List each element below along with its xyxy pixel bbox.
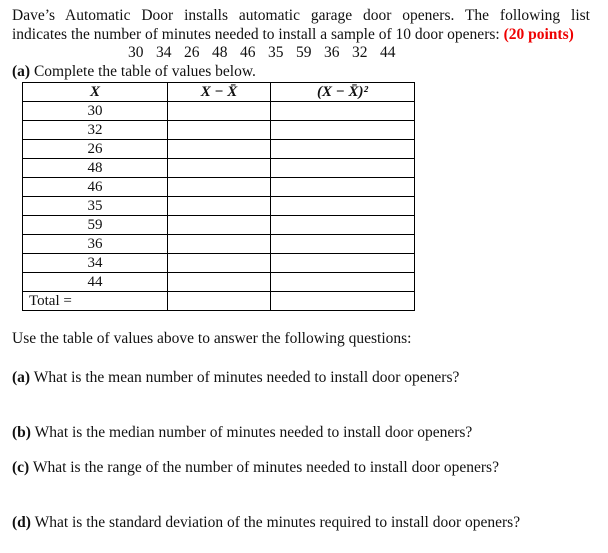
value: 36 — [324, 44, 340, 61]
deviation-total-cell[interactable] — [168, 292, 271, 311]
part-a-heading: (a) Complete the table of values below. — [12, 63, 256, 80]
x-cell: 44 — [23, 273, 168, 292]
squared-deviation-cell[interactable] — [271, 197, 415, 216]
value: 32 — [352, 44, 368, 61]
table-row — [23, 159, 415, 178]
squared-deviation-cell[interactable] — [271, 178, 415, 197]
data-values — [128, 44, 408, 62]
x-cell: 34 — [23, 254, 168, 273]
value: 59 — [296, 44, 312, 61]
question-a: (a) What is the mean number of minutes needed to install door openers? — [12, 369, 460, 386]
table-row — [23, 102, 415, 121]
squared-deviation-total-cell[interactable] — [271, 292, 415, 311]
deviation-cell[interactable] — [168, 197, 271, 216]
total-row — [23, 292, 415, 311]
table-row — [23, 235, 415, 254]
deviation-cell[interactable] — [168, 159, 271, 178]
table-row — [23, 197, 415, 216]
deviation-cell[interactable] — [168, 121, 271, 140]
deviation-cell[interactable] — [168, 102, 271, 121]
deviation-cell[interactable] — [168, 273, 271, 292]
value: 26 — [184, 44, 200, 61]
question-b: (b) What is the median number of minutes needed to install door openers? — [12, 424, 473, 441]
squared-deviation-cell[interactable] — [271, 235, 415, 254]
squared-deviation-cell[interactable] — [271, 102, 415, 121]
deviation-cell[interactable] — [168, 140, 271, 159]
squared-deviation-cell[interactable] — [271, 273, 415, 292]
x-cell: 30 — [23, 102, 168, 121]
value: 30 — [128, 44, 144, 61]
total-label: Total = — [23, 292, 168, 311]
squared-deviation-cell[interactable] — [271, 254, 415, 273]
table-row — [23, 254, 415, 273]
table-row — [23, 178, 415, 197]
x-cell: 35 — [23, 197, 168, 216]
intro-line-1: Dave’s Automatic Door installs automatic garage door openers. The following list — [12, 7, 590, 24]
instructions: Use the table of values above to answer the following questions: — [12, 330, 412, 347]
values-table — [22, 82, 415, 311]
table-row — [23, 121, 415, 140]
value: 34 — [156, 44, 172, 61]
deviation-cell[interactable] — [168, 254, 271, 273]
deviation-cell[interactable] — [168, 235, 271, 254]
deviation-cell[interactable] — [168, 178, 271, 197]
x-cell: 46 — [23, 178, 168, 197]
squared-deviation-cell[interactable] — [271, 140, 415, 159]
intro-text: indicates the number of minutes needed to install a sample of 10 door openers: — [12, 26, 500, 43]
question-d: (d) What is the standard deviation of the minutes required to install door openers? — [12, 514, 521, 531]
x-cell: 36 — [23, 235, 168, 254]
value: 48 — [212, 44, 228, 61]
x-cell: 26 — [23, 140, 168, 159]
table-row — [23, 216, 415, 235]
value: 35 — [268, 44, 284, 61]
value: 46 — [240, 44, 256, 61]
x-cell: 32 — [23, 121, 168, 140]
question-c: (c) What is the range of the number of minutes needed to install door openers? — [12, 459, 499, 476]
points-label: (20 points) — [503, 26, 574, 43]
x-cell: 59 — [23, 216, 168, 235]
header-squared-deviation: (X − X̄)² — [271, 83, 415, 102]
value: 44 — [380, 44, 396, 61]
table-row — [23, 140, 415, 159]
squared-deviation-cell[interactable] — [271, 121, 415, 140]
intro-line-2 — [12, 25, 590, 44]
squared-deviation-cell[interactable] — [271, 159, 415, 178]
squared-deviation-cell[interactable] — [271, 216, 415, 235]
table-row — [23, 273, 415, 292]
header-x: X — [23, 83, 168, 102]
header-deviation: X − X̄ — [168, 83, 271, 102]
deviation-cell[interactable] — [168, 216, 271, 235]
x-cell: 48 — [23, 159, 168, 178]
